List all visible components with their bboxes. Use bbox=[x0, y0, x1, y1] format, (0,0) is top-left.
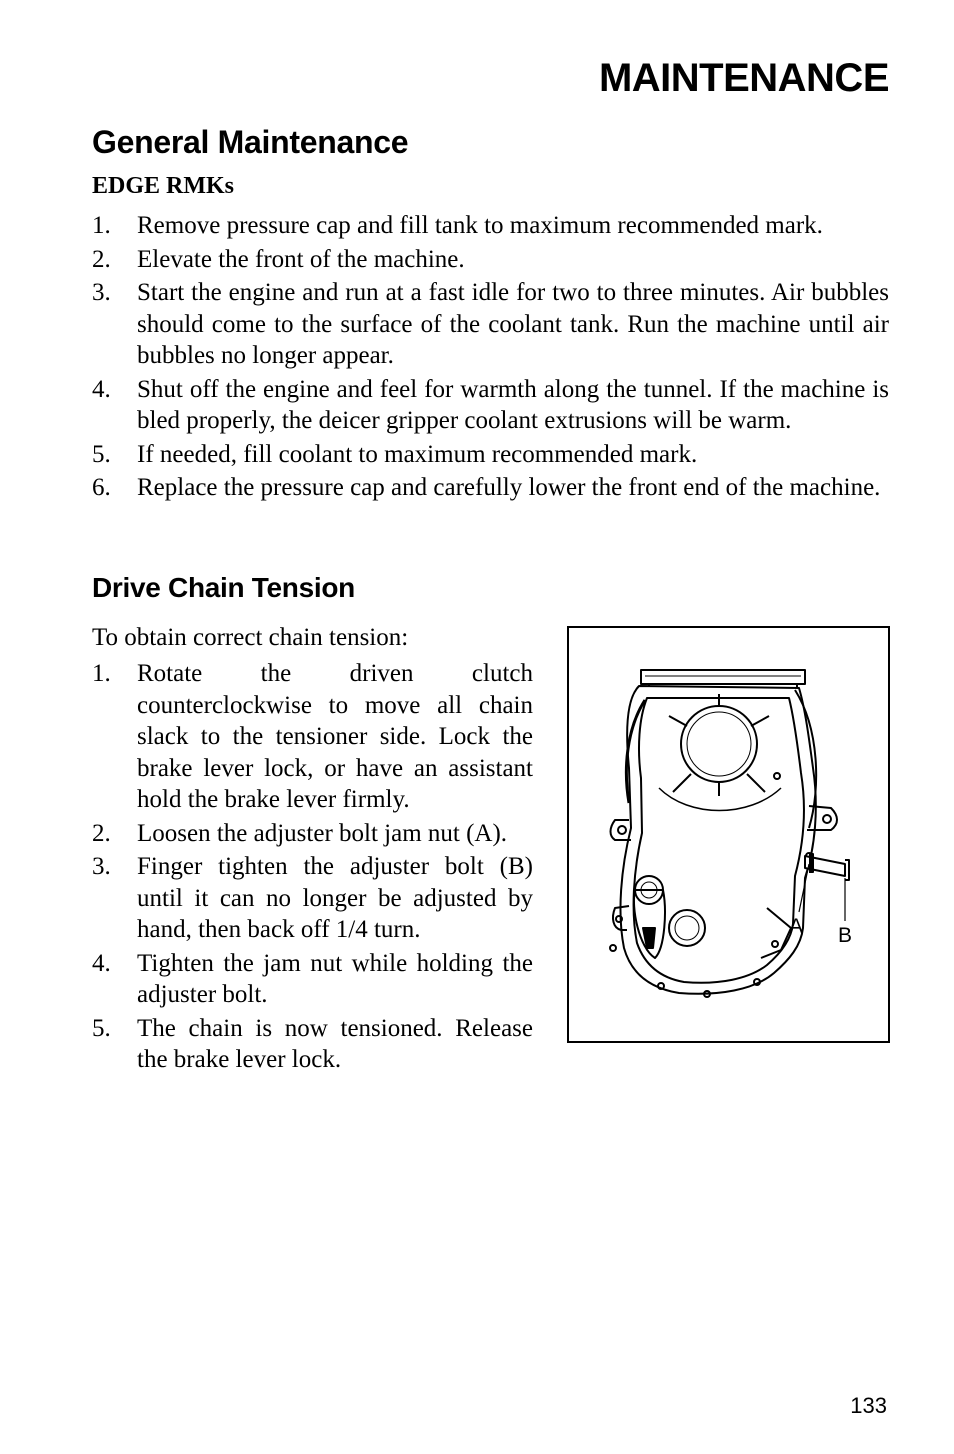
list-item bbox=[92, 439, 889, 471]
list-item bbox=[92, 277, 889, 372]
step-number: 6. bbox=[92, 474, 111, 501]
callout-b-label: B bbox=[838, 924, 853, 947]
step-number: 1. bbox=[92, 212, 111, 239]
edge-rmks-steps-list bbox=[92, 210, 889, 506]
step-number: 1. bbox=[92, 660, 111, 687]
list-item bbox=[92, 374, 889, 437]
step-number: 5. bbox=[92, 1014, 111, 1042]
step-number: 5. bbox=[92, 440, 111, 468]
step-number: 2. bbox=[92, 245, 111, 273]
step-number: 3. bbox=[92, 279, 111, 306]
edge-rmks-subheading: EDGE RMKs bbox=[92, 173, 235, 199]
chain-intro-text: To obtain correct chain tension: bbox=[92, 624, 409, 651]
step-text: Rotate the driven clutch counterclockwise to move all chain slack to the tensioner side. Lock the brake lever lock, or have an assistant hold the brake lever firmly. bbox=[137, 660, 533, 813]
chaincase-illustration bbox=[569, 628, 888, 1041]
step-number: 4. bbox=[92, 375, 111, 403]
step-text: Shut off the engine and feel for warmth along the tunnel. If the machine is bled properly, the deicer gripper coolant extrusions will be warm. bbox=[137, 375, 889, 434]
step-text: Elevate the front of the machine. bbox=[137, 245, 465, 273]
step-text: Remove pressure cap and fill tank to maximum recommended mark. bbox=[137, 212, 823, 239]
step-text: Replace the pressure cap and carefully lower the front end of the machine. bbox=[137, 474, 881, 501]
drive-chain-tension-heading: Drive Chain Tension bbox=[92, 572, 355, 603]
page-number: 133 bbox=[850, 1393, 887, 1418]
step-text: If needed, fill coolant to maximum recommended mark. bbox=[137, 440, 698, 468]
list-item bbox=[92, 210, 889, 242]
step-number: 2. bbox=[92, 819, 111, 847]
list-item bbox=[92, 658, 533, 816]
list-item bbox=[92, 244, 889, 276]
list-item bbox=[92, 818, 533, 850]
list-item bbox=[92, 851, 533, 946]
step-text: Start the engine and run at a fast idle for two to three minutes. Air bubbles should come to the surface of the coolant tank. Run the machine until air bubbles no longer appear. bbox=[137, 279, 889, 369]
step-text: Loosen the adjuster bolt jam nut (A). bbox=[137, 819, 508, 847]
list-item bbox=[92, 948, 533, 1011]
step-number: 3. bbox=[92, 853, 111, 880]
step-text: Finger tighten the adjuster bolt (B) until it can no longer be adjusted by hand, then back off 1/4 turn. bbox=[137, 853, 533, 943]
step-text: Tighten the jam nut while holding the adjuster bolt. bbox=[137, 949, 533, 1008]
callout-a-label: A bbox=[789, 915, 804, 938]
chain-steps-list bbox=[92, 658, 533, 1078]
step-text: The chain is now tensioned. Release the brake lever lock. bbox=[137, 1014, 533, 1073]
step-number: 4. bbox=[92, 949, 111, 977]
list-item bbox=[92, 1013, 533, 1076]
chaincase-figure bbox=[567, 626, 890, 1043]
page-header-title: MAINTENANCE bbox=[598, 56, 889, 100]
list-item bbox=[92, 472, 889, 504]
general-maintenance-heading: General Maintenance bbox=[92, 124, 409, 160]
